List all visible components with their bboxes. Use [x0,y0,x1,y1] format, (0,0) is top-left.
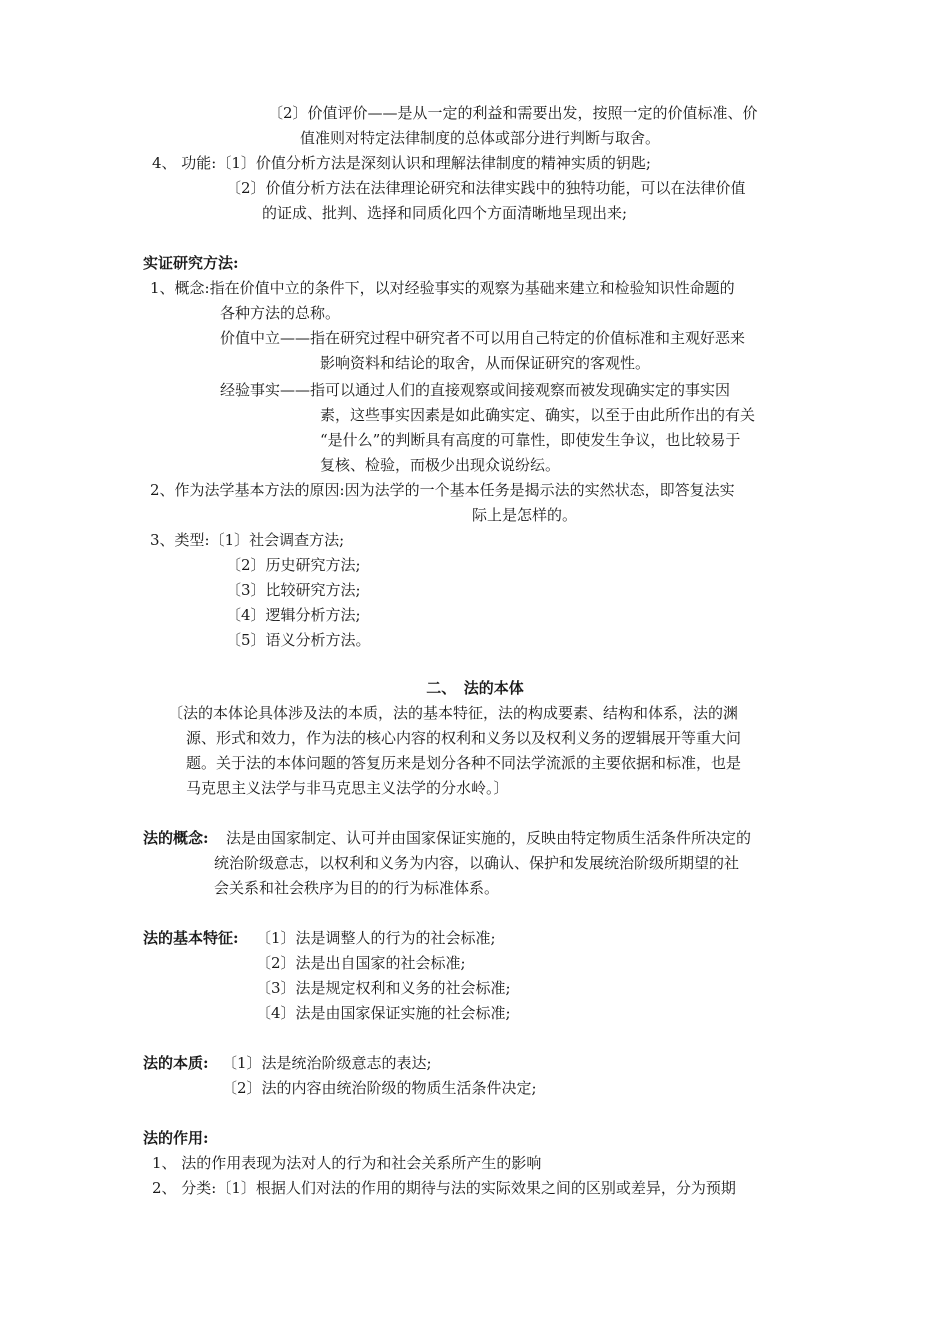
effect-heading: 法的作用: [143,1129,209,1147]
effect-line-2: 2、 分类:〔1〕根据人们对法的作用的期待与法的实际效果之间的区别或差异，分为预期 [152,1179,736,1197]
effect-line-1: 1、 法的作用表现为法对人的行为和社会关系所产生的影响 [152,1154,542,1172]
essence-label: 法的本质: [143,1054,209,1072]
value-neutral-line-1: 价值中立——指在研究过程中研究者不可以用自己特定的价值标准和主观好恶来 [220,329,746,347]
essence-item: 〔2〕法的内容由统治阶级的物质生活条件决定; [222,1079,537,1097]
type-item: 〔4〕逻辑分析方法; [226,606,361,624]
concept-label: 法的概念: [143,829,209,847]
empirical-concept-line-2: 各种方法的总称。 [220,304,341,322]
reason-line-2: 际上是怎样的。 [472,506,578,524]
empirical-fact-line-2: 素，这些事实因素是如此确实定、确实，以至于由此所作出的有关 [320,406,756,424]
feature-item: 〔4〕法是由国家保证实施的社会标准; [256,1004,511,1022]
function-line-2: 〔2〕价值分析方法在法律理论研究和法律实践中的独特功能，可以在法律价值 [226,179,746,197]
concept-line-1: 法是由国家制定、认可并由国家保证实施的，反映由特定物质生活条件所决定的 [226,829,752,847]
feature-item: 〔1〕法是调整人的行为的社会标准; [256,929,496,947]
function-line-3: 的证成、批判、选择和同质化四个方面清晰地呈现出来; [262,204,628,222]
value-evaluation-line-2: 值准则对特定法律制度的总体或部分进行判断与取舍。 [300,129,661,147]
feature-item: 〔2〕法是出自国家的社会标准; [256,954,466,972]
types-line-1: 3、类型:〔1〕社会调查方法; [150,531,345,549]
function-line-1: 4、 功能:〔1〕价值分析方法是深刻认识和理解法律制度的精神实质的钥匙; [152,154,651,172]
section-intro-line-2: 源、形式和效力，作为法的核心内容的权利和义务以及权利义务的逻辑展开等重大问 [186,729,742,747]
empirical-concept-line-1: 1、概念:指在价值中立的条件下，以对经验事实的观察为基础来建立和检验知识性命题的 [150,279,735,297]
type-item: 〔3〕比较研究方法; [226,581,361,599]
value-evaluation-line-1: 〔2〕价值评价——是从一定的利益和需要出发，按照一定的价值标准、价 [268,104,758,122]
empirical-fact-line-1: 经验事实——指可以通过人们的直接观察或间接观察而被发现确实定的事实因 [220,381,731,399]
reason-line-1: 2、作为法学基本方法的原因:因为法学的一个基本任务是揭示法的实然状态，即答复法实 [150,481,735,499]
empirical-fact-line-4: 复核、检验，而极少出现众说纷纭。 [320,456,561,474]
empirical-heading: 实证研究方法: [143,254,239,272]
type-item: 〔5〕语义分析方法。 [226,631,371,649]
feature-item: 〔3〕法是规定权利和义务的社会标准; [256,979,511,997]
features-label: 法的基本特征: [143,929,239,947]
empirical-fact-line-3: “是什么”的判断具有高度的可靠性，即使发生争议，也比较易于 [320,431,741,449]
concept-line-3: 会关系和社会秩序为目的的行为标准体系。 [214,879,500,897]
concept-line-2: 统治阶级意志，以权利和义务为内容，以确认、保护和发展统治阶级所期望的社 [214,854,740,872]
section-title: 二、 法的本体 [426,679,524,697]
section-intro-line-1: 〔法的本体论具体涉及法的本质，法的基本特征，法的构成要素、结构和体系，法的渊 [168,704,739,722]
type-item: 〔2〕历史研究方法; [226,556,361,574]
section-intro-line-3: 题。关于法的本体问题的答复历来是划分各种不同法学流派的主要依据和标准，也是 [186,754,742,772]
essence-item: 〔1〕法是统治阶级意志的表达; [222,1054,432,1072]
section-intro-line-4: 马克思主义法学与非马克思主义法学的分水岭。〕 [186,779,509,797]
value-neutral-line-2: 影响资料和结论的取舍，从而保证研究的客观性。 [320,354,651,372]
